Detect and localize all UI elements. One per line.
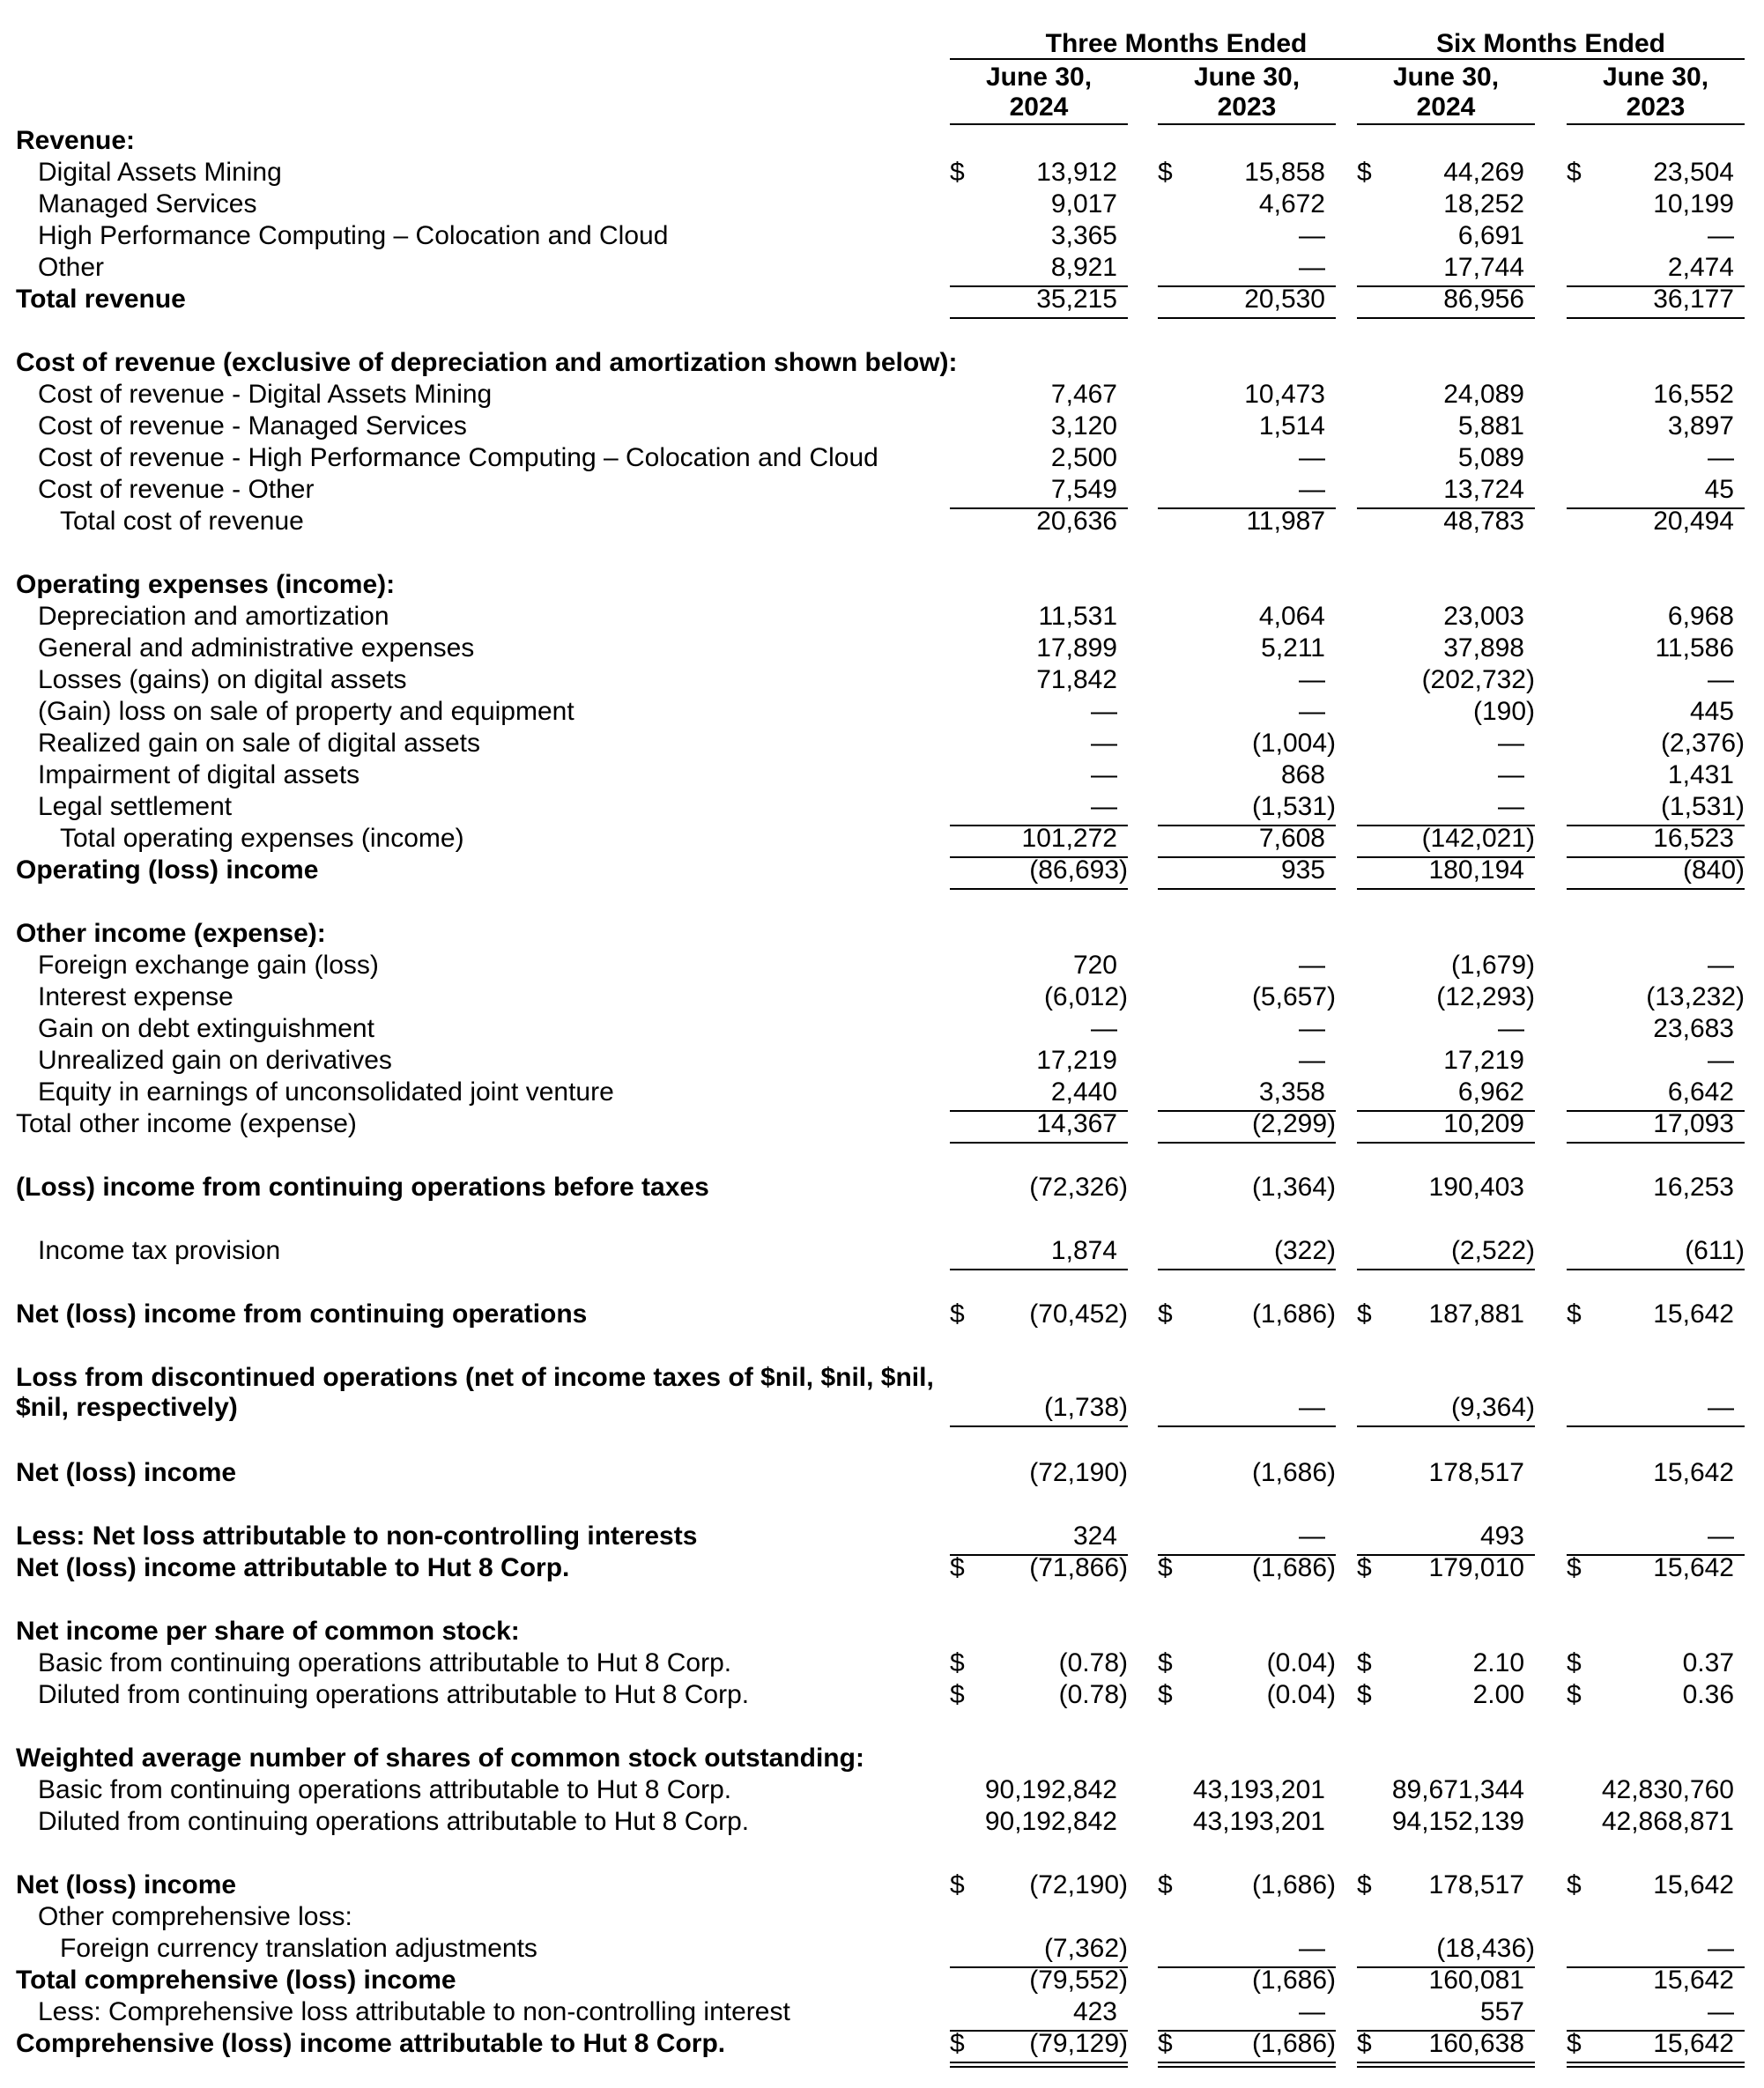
row-value-col-2: (1,531) — [1251, 792, 1336, 821]
row-value-col-3: 17,219 — [1443, 1046, 1524, 1075]
row-label: (Loss) income from continuing operations before taxes — [16, 1173, 709, 1202]
row-value-col-2: (1,686) — [1251, 2029, 1336, 2058]
header-col-rule — [1357, 123, 1535, 125]
row-value-col-2: — — [1299, 221, 1325, 250]
row-value-col-3: 493 — [1479, 1522, 1524, 1551]
row-label: Other comprehensive loss: — [38, 1902, 352, 1931]
row-value-col-2: 7,608 — [1258, 824, 1325, 853]
row-value-col-2: (1,004) — [1251, 729, 1336, 758]
row-label: Cost of revenue - Managed Services — [38, 411, 467, 441]
underline-rule — [1357, 1142, 1535, 1144]
currency-symbol: $ — [1567, 1680, 1582, 1709]
currency-symbol: $ — [1357, 1648, 1372, 1677]
currency-symbol: $ — [1357, 1299, 1372, 1329]
header-col-4-line-2: 2023 — [1626, 93, 1686, 122]
row-value-col-1: 17,899 — [1036, 633, 1117, 663]
row-value-col-1: 17,219 — [1036, 1046, 1117, 1075]
row-label: Weighted average number of shares of common stock outstanding: — [16, 1744, 864, 1773]
underline-rule — [1158, 1269, 1336, 1270]
row-value-col-3: 37,898 — [1443, 633, 1524, 663]
row-label: Total comprehensive (loss) income — [16, 1966, 456, 1995]
row-value-col-4: 15,642 — [1653, 1966, 1734, 1995]
row-label: Realized gain on sale of digital assets — [38, 729, 480, 758]
row-value-col-4: — — [1708, 1046, 1734, 1075]
underline-rule — [950, 1142, 1128, 1144]
currency-symbol: $ — [1357, 1870, 1372, 1899]
row-value-col-2: — — [1299, 1934, 1325, 1963]
row-value-col-2: (1,686) — [1251, 1299, 1336, 1329]
row-value-col-3: 48,783 — [1443, 507, 1524, 536]
row-label: Income tax provision — [38, 1236, 281, 1265]
underline-rule — [950, 2062, 1128, 2063]
row-value-col-4: 23,504 — [1653, 158, 1734, 187]
row-value-col-4: 6,968 — [1667, 602, 1734, 631]
row-value-col-1: (0.78) — [1058, 1680, 1128, 1709]
row-value-col-1: 3,120 — [1050, 411, 1117, 441]
row-label: Net income per share of common stock: — [16, 1617, 520, 1646]
row-value-col-4: — — [1708, 1522, 1734, 1551]
row-value-col-3: — — [1498, 760, 1524, 789]
row-value-col-2: 4,064 — [1258, 602, 1325, 631]
underline-rule — [950, 317, 1128, 319]
row-value-col-2: — — [1299, 475, 1325, 504]
row-label: Gain on debt extinguishment — [38, 1014, 374, 1043]
row-value-col-1: 8,921 — [1050, 253, 1117, 282]
row-value-col-4: 16,523 — [1653, 824, 1734, 853]
header-col-rule — [950, 123, 1128, 125]
row-label: $nil, respectively) — [16, 1393, 238, 1422]
row-value-col-2: (0.04) — [1266, 1680, 1336, 1709]
row-value-col-3: 5,089 — [1457, 443, 1524, 472]
row-label: Cost of revenue - Other — [38, 475, 315, 504]
row-value-col-1: (6,012) — [1043, 982, 1128, 1011]
underline-rule — [1158, 317, 1336, 319]
currency-symbol: $ — [1357, 1680, 1372, 1709]
row-value-col-3: (12,293) — [1436, 982, 1535, 1011]
row-value-col-4: 42,868,871 — [1601, 1807, 1734, 1836]
currency-symbol: $ — [1158, 1870, 1173, 1899]
row-value-col-2: 15,858 — [1244, 158, 1325, 187]
row-value-col-2: — — [1299, 697, 1325, 726]
row-label: Less: Net loss attributable to non-controlling interests — [16, 1522, 698, 1551]
row-value-col-2: 20,530 — [1244, 285, 1325, 314]
currency-symbol: $ — [1567, 1870, 1582, 1899]
row-label: Other income (expense): — [16, 919, 326, 948]
row-value-col-4: — — [1708, 221, 1734, 250]
underline-rule — [1567, 1425, 1745, 1427]
row-value-col-4: 36,177 — [1653, 285, 1734, 314]
row-label: Equity in earnings of unconsolidated joint venture — [38, 1077, 614, 1107]
row-value-col-4: 3,897 — [1667, 411, 1734, 441]
header-group-six-months: Six Months Ended — [1435, 29, 1665, 58]
currency-symbol: $ — [1158, 2029, 1173, 2058]
row-value-col-3: 178,517 — [1428, 1870, 1524, 1899]
row-value-col-4: 15,642 — [1653, 1553, 1734, 1582]
underline-rule — [1567, 1269, 1745, 1270]
row-value-col-4: — — [1708, 1934, 1734, 1963]
row-label: Losses (gains) on digital assets — [38, 665, 407, 694]
row-value-col-2: — — [1299, 1393, 1325, 1422]
row-value-col-1: 13,912 — [1036, 158, 1117, 187]
row-label: Operating expenses (income): — [16, 570, 396, 599]
row-label: Other — [38, 253, 105, 282]
row-label: Legal settlement — [38, 792, 233, 821]
row-value-col-3: 187,881 — [1428, 1299, 1524, 1329]
currency-symbol: $ — [1567, 158, 1582, 187]
row-value-col-2: — — [1299, 1014, 1325, 1043]
currency-symbol: $ — [1567, 1648, 1582, 1677]
row-value-col-2: (1,686) — [1251, 1966, 1336, 1995]
row-value-col-2: (2,299) — [1251, 1109, 1336, 1138]
underline-rule — [1357, 1269, 1535, 1270]
row-value-col-3: 180,194 — [1428, 855, 1524, 885]
row-label: Net (loss) income from continuing operations — [16, 1299, 588, 1329]
row-value-col-1: (71,866) — [1029, 1553, 1128, 1582]
header-col-3-line-1: June 30, — [1392, 63, 1500, 92]
underline-rule — [1357, 888, 1535, 890]
row-value-col-1: 11,531 — [1038, 602, 1117, 631]
row-value-col-3: (1,679) — [1450, 951, 1535, 980]
row-label: Foreign currency translation adjustments — [60, 1934, 537, 1963]
row-label: Basic from continuing operations attributable to Hut 8 Corp. — [38, 1775, 732, 1804]
row-label: Diluted from continuing operations attributable to Hut 8 Corp. — [38, 1680, 750, 1709]
currency-symbol: $ — [1158, 1680, 1173, 1709]
row-value-col-3: 2.10 — [1472, 1648, 1524, 1677]
row-value-col-1: — — [1091, 697, 1117, 726]
row-value-col-4: 10,199 — [1653, 189, 1734, 218]
row-value-col-4: 15,642 — [1653, 1458, 1734, 1487]
currency-symbol: $ — [950, 1870, 965, 1899]
row-value-col-1: 423 — [1072, 1997, 1117, 2026]
currency-symbol: $ — [1567, 1299, 1582, 1329]
header-group-three-months: Three Months Ended — [1045, 29, 1308, 58]
underline-rule-double — [1567, 2066, 1745, 2068]
row-value-col-1: (72,190) — [1029, 1458, 1128, 1487]
row-value-col-4: 17,093 — [1653, 1109, 1734, 1138]
row-value-col-3: 6,962 — [1457, 1077, 1524, 1107]
row-value-col-1: — — [1091, 1014, 1117, 1043]
row-value-col-4: (13,232) — [1646, 982, 1745, 1011]
row-value-col-1: 1,874 — [1050, 1236, 1117, 1265]
underline-rule — [1158, 2062, 1336, 2063]
row-label: Cost of revenue - High Performance Computing – Colocation and Cloud — [38, 443, 878, 472]
header-col-1-line-2: 2024 — [1009, 93, 1069, 122]
currency-symbol: $ — [1158, 158, 1173, 187]
row-value-col-2: 3,358 — [1258, 1077, 1325, 1107]
row-value-col-3: 6,691 — [1457, 221, 1524, 250]
currency-symbol: $ — [1357, 2029, 1372, 2058]
row-value-col-2: 1,514 — [1258, 411, 1325, 441]
row-value-col-4: 2,474 — [1667, 253, 1734, 282]
row-label: Comprehensive (loss) income attributable to Hut 8 Corp. — [16, 2029, 726, 2058]
currency-symbol: $ — [1158, 1648, 1173, 1677]
row-value-col-2: 868 — [1280, 760, 1325, 789]
underline-rule-double — [1158, 2066, 1336, 2068]
row-label: General and administrative expenses — [38, 633, 475, 663]
row-value-col-4: 15,642 — [1653, 2029, 1734, 2058]
row-value-col-2: — — [1299, 1046, 1325, 1075]
row-value-col-1: (79,129) — [1029, 2029, 1128, 2058]
row-value-col-1: (79,552) — [1029, 1966, 1128, 1995]
header-group-rule — [950, 58, 1403, 60]
row-value-col-4: — — [1708, 665, 1734, 694]
row-value-col-1: — — [1091, 792, 1117, 821]
currency-symbol: $ — [950, 2029, 965, 2058]
row-value-col-3: 179,010 — [1428, 1553, 1524, 1582]
row-value-col-3: 178,517 — [1428, 1458, 1524, 1487]
row-value-col-4: 6,642 — [1667, 1077, 1734, 1107]
row-value-col-4: 0.36 — [1682, 1680, 1734, 1709]
row-label: Diluted from continuing operations attributable to Hut 8 Corp. — [38, 1807, 750, 1836]
row-value-col-2: — — [1299, 443, 1325, 472]
row-label: Unrealized gain on derivatives — [38, 1046, 392, 1075]
row-label: Net (loss) income — [16, 1458, 237, 1487]
row-value-col-2: 935 — [1280, 855, 1325, 885]
underline-rule — [950, 1269, 1128, 1270]
row-value-col-2: 5,211 — [1261, 633, 1325, 663]
row-label: Revenue: — [16, 126, 136, 155]
row-value-col-3: 5,881 — [1457, 411, 1524, 441]
currency-symbol: $ — [950, 1680, 965, 1709]
row-label: High Performance Computing – Colocation and Cloud — [38, 221, 669, 250]
row-value-col-1: 90,192,842 — [984, 1775, 1117, 1804]
underline-rule — [1357, 2062, 1535, 2063]
row-label: Total revenue — [16, 285, 186, 314]
row-value-col-1: 3,365 — [1050, 221, 1117, 250]
row-value-col-4: (1,531) — [1660, 792, 1745, 821]
row-value-col-4: (611) — [1685, 1236, 1745, 1265]
underline-rule — [1158, 1142, 1336, 1144]
row-value-col-3: — — [1498, 729, 1524, 758]
row-value-col-3: 23,003 — [1443, 602, 1524, 631]
row-label: Cost of revenue (exclusive of depreciation and amortization shown below): — [16, 348, 958, 377]
row-value-col-3: 94,152,139 — [1391, 1807, 1524, 1836]
row-value-col-2: 43,193,201 — [1192, 1807, 1325, 1836]
row-value-col-3: (202,732) — [1421, 665, 1535, 694]
row-value-col-3: 557 — [1479, 1997, 1524, 2026]
row-label: Total operating expenses (income) — [60, 824, 464, 853]
row-value-col-1: (0.78) — [1058, 1648, 1128, 1677]
row-value-col-4: 445 — [1689, 697, 1734, 726]
row-value-col-3: 2.00 — [1472, 1680, 1524, 1709]
row-value-col-3: 190,403 — [1428, 1173, 1524, 1202]
underline-rule — [950, 888, 1128, 890]
currency-symbol: $ — [1158, 1553, 1173, 1582]
row-value-col-2: — — [1299, 253, 1325, 282]
row-value-col-2: 11,987 — [1246, 507, 1325, 536]
row-value-col-1: 71,842 — [1036, 665, 1117, 694]
row-value-col-2: — — [1299, 1997, 1325, 2026]
currency-symbol: $ — [1158, 1299, 1173, 1329]
row-value-col-4: 0.37 — [1682, 1648, 1734, 1677]
row-value-col-3: 44,269 — [1443, 158, 1524, 187]
underline-rule — [1567, 888, 1745, 890]
currency-symbol: $ — [1357, 1553, 1372, 1582]
row-value-col-4: 1,431 — [1667, 760, 1734, 789]
row-value-col-4: 23,683 — [1653, 1014, 1734, 1043]
row-value-col-1: — — [1091, 760, 1117, 789]
row-value-col-3: (9,364) — [1450, 1393, 1535, 1422]
row-value-col-1: 35,215 — [1036, 285, 1117, 314]
row-label: Interest expense — [38, 982, 233, 1011]
row-value-col-4: 16,552 — [1653, 380, 1734, 409]
row-value-col-3: — — [1498, 1014, 1524, 1043]
row-value-col-2: (0.04) — [1266, 1648, 1336, 1677]
row-label: (Gain) loss on sale of property and equipment — [38, 697, 574, 726]
underline-rule — [1158, 1425, 1336, 1427]
row-value-col-3: (142,021) — [1421, 824, 1535, 853]
row-value-col-4: 11,586 — [1655, 633, 1734, 663]
row-value-col-3: 86,956 — [1443, 285, 1524, 314]
row-value-col-1: 14,367 — [1036, 1109, 1117, 1138]
row-label: Impairment of digital assets — [38, 760, 360, 789]
row-value-col-1: 20,636 — [1036, 507, 1117, 536]
row-value-col-2: — — [1299, 951, 1325, 980]
row-value-col-2: — — [1299, 665, 1325, 694]
row-value-col-4: — — [1708, 1393, 1734, 1422]
row-value-col-3: 17,744 — [1443, 253, 1524, 282]
row-label: Total other income (expense) — [16, 1109, 357, 1138]
header-col-4-line-1: June 30, — [1602, 63, 1709, 92]
row-value-col-2: (1,686) — [1251, 1553, 1336, 1582]
row-value-col-4: 15,642 — [1653, 1870, 1734, 1899]
row-value-col-3: 10,209 — [1443, 1109, 1524, 1138]
row-value-col-2: (5,657) — [1251, 982, 1336, 1011]
underline-rule — [950, 1425, 1128, 1427]
row-value-col-1: 324 — [1072, 1522, 1117, 1551]
header-col-3-line-2: 2024 — [1416, 93, 1476, 122]
row-value-col-3: 89,671,344 — [1391, 1775, 1524, 1804]
row-value-col-4: 42,830,760 — [1601, 1775, 1734, 1804]
header-col-rule — [1567, 123, 1745, 125]
currency-symbol: $ — [950, 1553, 965, 1582]
underline-rule — [1158, 888, 1336, 890]
row-label: Operating (loss) income — [16, 855, 319, 885]
row-value-col-4: — — [1708, 443, 1734, 472]
row-value-col-4: 20,494 — [1653, 507, 1734, 536]
row-value-col-3: 13,724 — [1443, 475, 1524, 504]
currency-symbol: $ — [1567, 1553, 1582, 1582]
underline-rule-double — [1357, 2066, 1535, 2068]
row-value-col-3: (2,522) — [1450, 1236, 1535, 1265]
row-value-col-1: (7,362) — [1043, 1934, 1128, 1963]
row-label: Foreign exchange gain (loss) — [38, 951, 379, 980]
header-col-2-line-1: June 30, — [1193, 63, 1301, 92]
row-value-col-3: 160,638 — [1428, 2029, 1524, 2058]
row-label: Basic from continuing operations attributable to Hut 8 Corp. — [38, 1648, 732, 1677]
row-value-col-1: 101,272 — [1021, 824, 1117, 853]
row-value-col-1: — — [1091, 729, 1117, 758]
currency-symbol: $ — [1357, 158, 1372, 187]
row-value-col-3: (190) — [1472, 697, 1535, 726]
row-label: Less: Comprehensive loss attributable to non-controlling interest — [38, 1997, 790, 2026]
row-value-col-4: — — [1708, 1997, 1734, 2026]
row-value-col-1: (86,693) — [1029, 855, 1128, 885]
row-value-col-2: — — [1299, 1522, 1325, 1551]
underline-rule-double — [950, 2066, 1128, 2068]
underline-rule — [1567, 317, 1745, 319]
row-value-col-1: 7,467 — [1050, 380, 1117, 409]
row-label: Cost of revenue - Digital Assets Mining — [38, 380, 493, 409]
row-label: Managed Services — [38, 189, 257, 218]
row-value-col-2: 10,473 — [1244, 380, 1325, 409]
currency-symbol: $ — [950, 1648, 965, 1677]
row-value-col-1: 9,017 — [1050, 189, 1117, 218]
row-value-col-3: 160,081 — [1428, 1966, 1524, 1995]
row-value-col-1: 90,192,842 — [984, 1807, 1117, 1836]
row-label: Depreciation and amortization — [38, 602, 389, 631]
row-value-col-1: 2,500 — [1050, 443, 1117, 472]
row-value-col-4: (840) — [1682, 855, 1745, 885]
header-group-rule — [1357, 58, 1745, 60]
underline-rule — [1567, 1142, 1745, 1144]
row-value-col-3: 18,252 — [1443, 189, 1524, 218]
header-col-1-line-1: June 30, — [985, 63, 1093, 92]
row-value-col-2: 43,193,201 — [1192, 1775, 1325, 1804]
row-value-col-1: 720 — [1072, 951, 1117, 980]
row-value-col-4: 16,253 — [1653, 1173, 1734, 1202]
row-label: Digital Assets Mining — [38, 158, 282, 187]
underline-rule — [1567, 2062, 1745, 2063]
currency-symbol: $ — [950, 158, 965, 187]
row-value-col-1: (70,452) — [1029, 1299, 1128, 1329]
row-label: Net (loss) income — [16, 1870, 237, 1899]
row-value-col-1: (1,738) — [1043, 1393, 1128, 1422]
row-label: Net (loss) income attributable to Hut 8 Corp. — [16, 1553, 570, 1582]
row-value-col-3: 24,089 — [1443, 380, 1524, 409]
row-label: Loss from discontinued operations (net of income taxes of $nil, $nil, $nil, — [16, 1363, 934, 1392]
underline-rule — [1357, 1425, 1535, 1427]
row-value-col-3: — — [1498, 792, 1524, 821]
row-value-col-1: 7,549 — [1050, 475, 1117, 504]
row-value-col-1: (72,326) — [1029, 1173, 1128, 1202]
row-value-col-1: (72,190) — [1029, 1870, 1128, 1899]
currency-symbol: $ — [950, 1299, 965, 1329]
row-value-col-3: (18,436) — [1436, 1934, 1535, 1963]
row-value-col-1: 2,440 — [1050, 1077, 1117, 1107]
header-col-rule — [1158, 123, 1336, 125]
row-value-col-4: 45 — [1704, 475, 1734, 504]
row-value-col-4: — — [1708, 951, 1734, 980]
row-value-col-4: 15,642 — [1653, 1299, 1734, 1329]
underline-rule — [1357, 317, 1535, 319]
row-label: Total cost of revenue — [60, 507, 304, 536]
row-value-col-2: (322) — [1273, 1236, 1336, 1265]
currency-symbol: $ — [1567, 2029, 1582, 2058]
row-value-col-2: 4,672 — [1258, 189, 1325, 218]
row-value-col-2: (1,364) — [1251, 1173, 1336, 1202]
row-value-col-2: (1,686) — [1251, 1870, 1336, 1899]
row-value-col-2: (1,686) — [1251, 1458, 1336, 1487]
row-value-col-4: (2,376) — [1660, 729, 1745, 758]
header-col-2-line-2: 2023 — [1217, 93, 1277, 122]
